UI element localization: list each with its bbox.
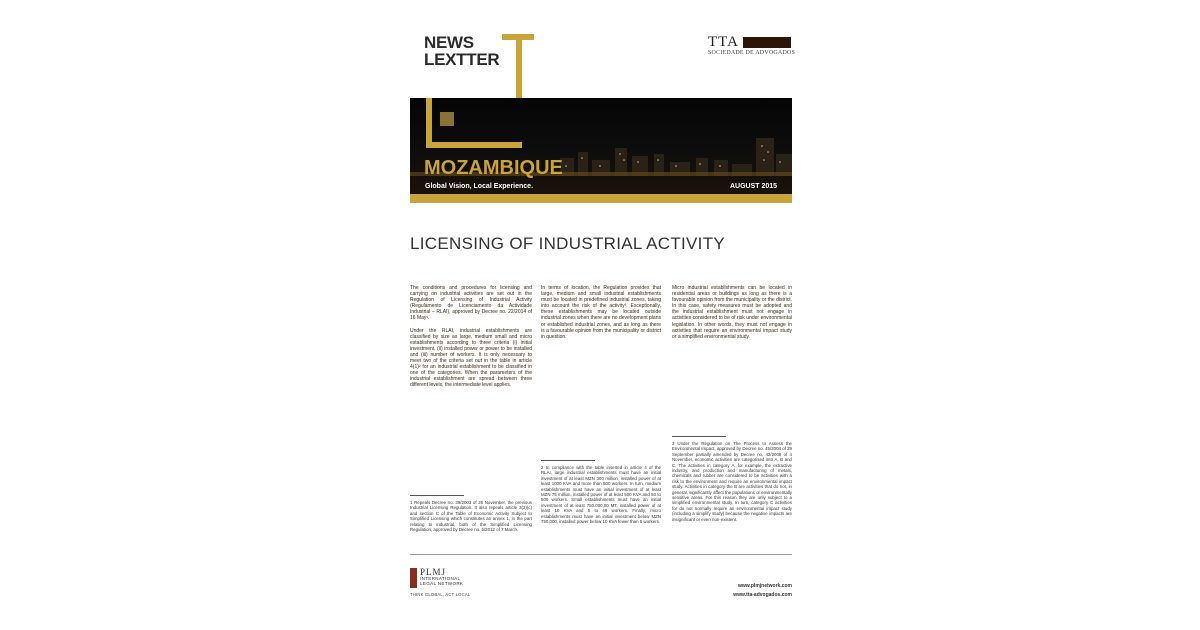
banner-date: AUGUST 2015 [730,183,778,190]
footnote-text: 3 Under the Regulation on The Process to Assess the Environmental Impact, approved by Decree no. 45/2004 of 29 September partially amended by Decree no. 42/2008 of 4 November, economic activities are categorised into A, B and C. The activities in category A, for example, the extractive industry, and production and manufacturing of metals, chemicals and rubber are considered to be activities with a risk to the environment and require an environmental impact study. Activities in category the B are activities that do not, in general, significantly affect the populations or environmentally sensitive areas. For this reason they are only subject to a simplified environmental study. In turn, category C activities for do not normally require an environmental impact study (including a simplify study) because the negative impacts are insignificant or even non-existent. [672,441,792,522]
plmj-logo [410,568,463,588]
tta-logo-text: TTA [708,34,739,50]
body-paragraph: The conditions and procedures for licensing and carrying on industrial activities are set out in the Regulation of Licensing of Industrial Activity (Regulamento de Licenciamento da Actividade Industrial – RLAI), approved by Decree no. 22/2014 of 16 May¹. [410,285,532,322]
plmj-name: PLMJ [420,567,447,577]
body-paragraph: Micro industrial establishments can be located in residential areas or buildings as long as there is a favourable opinion from the municipality or the district. In this case, safety measures must be adopted and the industrial establishment must not engage in activities considered to be of risk under environmental legislation. In other words, they must not engage in activities that require an environmental impact study or a simplified environmental study. [672,285,792,340]
tta-logo-bar [743,37,791,48]
footnote-3 [672,436,792,522]
footnote-rule [541,460,595,461]
footer-links [700,582,792,600]
tta-logo [708,34,791,51]
article-headline: LICENSING OF INDUSTRIAL ACTIVITY [410,234,726,253]
body-column-3 [672,285,792,346]
footnote-text: 2 In compliance with the table inserted in article 4 of the RLAI, large industrial establishments must have an initial investment of at least MZN 300 million, installed power of at least 1000 KVA and more than 500 workers. In turn, medium establishments must have an initial investment of at least MZN 75 million, installed power of at least 500 KVA and 50 to 500 workers. Small establishments must have an initial investment of at least 750.000,00 MT, installed power of at least 10 KVA and 5 to 49 workers. Finally, micro establishments must have an initial investment below MZN 750,000, installed power below 10 KVA fewer than 5 workers. [541,465,661,525]
masthead-news: NEWS [424,33,474,52]
plmj-tagline: THINK GLOBAL, ACT LOCAL [410,592,471,597]
tta-logo-subtitle: SOCIEDADE DE ADVOGADOS [708,50,796,56]
footnote-1 [410,495,532,532]
tta-advogados-link[interactable]: www.tta-advogados.com [733,592,792,598]
masthead-frame-bottom [426,142,522,148]
banner-tagline: Global Vision, Local Experience. [425,183,534,190]
plmj-network-link[interactable]: www.plmjnetwork.com [738,583,792,589]
body-paragraph: Under the RLAI, industrial establishments are classified by size as large, medium small and micro establishments according to three criteria (i) initial investment, (ii) installed power or power to be installed and (iii) number of workers. It is only necessary to meet two of the criteria set out in the table in article 4(1)² for an industrial establishment to be classified in one of the categories. When the parameters of the industrial establishment are spread between three different levels, the intermediate level applies. [410,327,532,389]
footer-divider [410,554,792,555]
newsletter-masthead [424,34,499,68]
footnote-rule [672,436,726,437]
footnote-text: 1 Repeals Decree no. 39/2003 of 26 November, the previous Industrial Licensing Regulation. It also repeals article 3(2)(c) and section C of the Table of Economic Activity Subject to Simplified Licensing which constitutes an annex 1, in the part relating to industrial, both of the Simplified Licensing Regulation, approved by Decree no. 5/2012 of 7 March. [410,500,532,533]
footnote-rule [410,495,464,496]
body-column-2 [541,285,661,346]
plmj-sub-2: LEGAL NETWORK [420,581,464,586]
plmj-logo-text [420,568,463,586]
plmj-sub-1: INTERNATIONAL [420,576,461,581]
footnote-2 [541,460,661,524]
banner-gold-stripe [410,194,792,203]
body-column-1 [410,285,532,395]
body-paragraph: In terms of location, the Regulation provides that large, medium and small industrial establishments must be located in predefined industrial zones, taking into account the risk of the activity³. Exceptionally, these establishments may be located outside industrial zones when there are no development plans or established industrial zones, and as long as there is a favourable opinion from the municipality or district in question. [541,285,661,340]
masthead-frame-left [426,98,432,148]
masthead-inner-square [440,112,454,126]
plmj-logo-mark [410,568,417,588]
masthead-frame-top [502,34,534,40]
masthead-lextter: LEXTTER [424,50,500,69]
banner-country-title: MOZAMBIQUE [424,157,563,179]
